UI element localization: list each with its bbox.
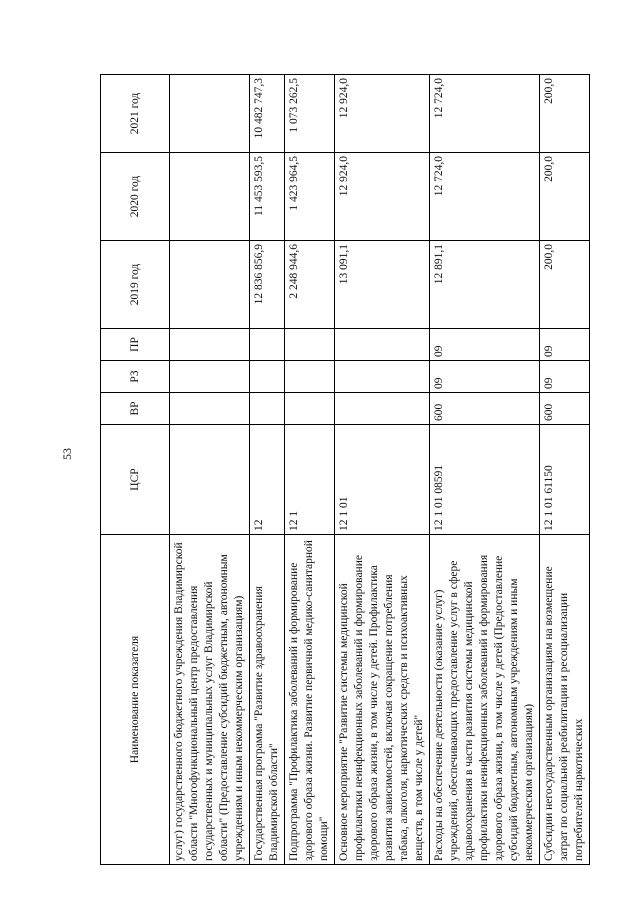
cell-2021: 12 724,0 [430,75,540,153]
cell-csr [170,425,250,535]
cell-vr [250,393,285,425]
page-number: 53 [60,448,74,460]
cell-pr: 09 [540,329,590,361]
cell-2020 [170,153,250,241]
budget-table-rotated [100,75,630,865]
cell-csr: 12 1 01 08591 [430,425,540,535]
cell-rz: 09 [540,361,590,393]
header-name: Наименование показателя [101,535,170,865]
cell-2021: 10 482 747,3 [250,75,285,153]
table-row [430,75,540,865]
cell-rz [335,361,430,393]
cell-csr: 12 1 01 [335,425,430,535]
cell-pr [170,329,250,361]
cell-2020: 12 924,0 [335,153,430,241]
cell-pr [335,329,430,361]
cell-csr: 12 1 [285,425,335,535]
header-row [101,75,170,865]
cell-2019: 13 091,1 [335,241,430,329]
cell-2020: 12 724,0 [430,153,540,241]
cell-2020: 200,0 [540,153,590,241]
cell-rz [285,361,335,393]
cell-name: Основное мероприятие "Развитие системы медицинской профилактики неинфекционных заболеваний и формирование здорового образа жизни, в том числе у детей. Профилактика развития зависимостей, включая сокращение потребления табака, алкоголя, наркотических средств и психоактивных веществ, в том числе у детей" [335,535,430,865]
cell-2021 [170,75,250,153]
cell-pr: 09 [430,329,540,361]
cell-name: Расходы на обеспечение деятельности (оказание услуг) учреждений, обеспечивающих предоставление услуг в сфере здравоохранения в части развития системы медицинской профилактики неинфекционных заболеваний и формирования здорового образа жизни, в том числе у детей (Предоставление субсидий бюджетным, автономным учреждениям и иным некоммерческим организациям) [430,535,540,865]
header-rz: РЗ [101,361,170,393]
cell-2019 [170,241,250,329]
cell-2021: 1 073 262,5 [285,75,335,153]
budget-table [100,74,590,865]
table-row [335,75,430,865]
cell-pr [250,329,285,361]
header-vr: ВР [101,393,170,425]
cell-pr [285,329,335,361]
cell-rz: 09 [430,361,540,393]
cell-2021: 200,0 [540,75,590,153]
cell-2019: 2 248 944,6 [285,241,335,329]
cell-name: Государственная программа "Развитие здравоохранения Владимирской области" [250,535,285,865]
cell-rz [170,361,250,393]
cell-csr: 12 [250,425,285,535]
header-2020: 2020 год [101,153,170,241]
cell-2021: 12 924,0 [335,75,430,153]
cell-vr: 600 [540,393,590,425]
cell-csr: 12 1 01 61150 [540,425,590,535]
cell-vr [170,393,250,425]
table-row [250,75,285,865]
cell-rz [250,361,285,393]
table-row [285,75,335,865]
cell-name: Подпрограмма "Профилактика заболеваний и формирование здорового образа жизни. Развитие первичной медико-санитарной помощи" [285,535,335,865]
cell-name: Субсидии негосударственным организациям на возмещение затрат по социальной реабилитации и ресоциализации потребителей наркотических [540,535,590,865]
header-2019: 2019 год [101,241,170,329]
header-csr: ЦСР [101,425,170,535]
cell-vr [335,393,430,425]
cell-2019: 12 836 856,9 [250,241,285,329]
cell-2020: 1 423 964,5 [285,153,335,241]
cell-vr: 600 [430,393,540,425]
header-2021: 2021 год [101,75,170,153]
header-pr: ПР [101,329,170,361]
cell-2020: 11 453 593,5 [250,153,285,241]
table-row [170,75,250,865]
table-row [540,75,590,865]
cell-2019: 200,0 [540,241,590,329]
cell-2019: 12 891,1 [430,241,540,329]
cell-vr [285,393,335,425]
cell-name: услуг) государственного бюджетного учреждения Владимирской области "Многофункциональный центр предоставления государственных и муниципальных услуг Владимирской области" (Предоставление субсидий бюджетным, автономным учреждениям и иным некоммерческим организациям) [170,535,250,865]
